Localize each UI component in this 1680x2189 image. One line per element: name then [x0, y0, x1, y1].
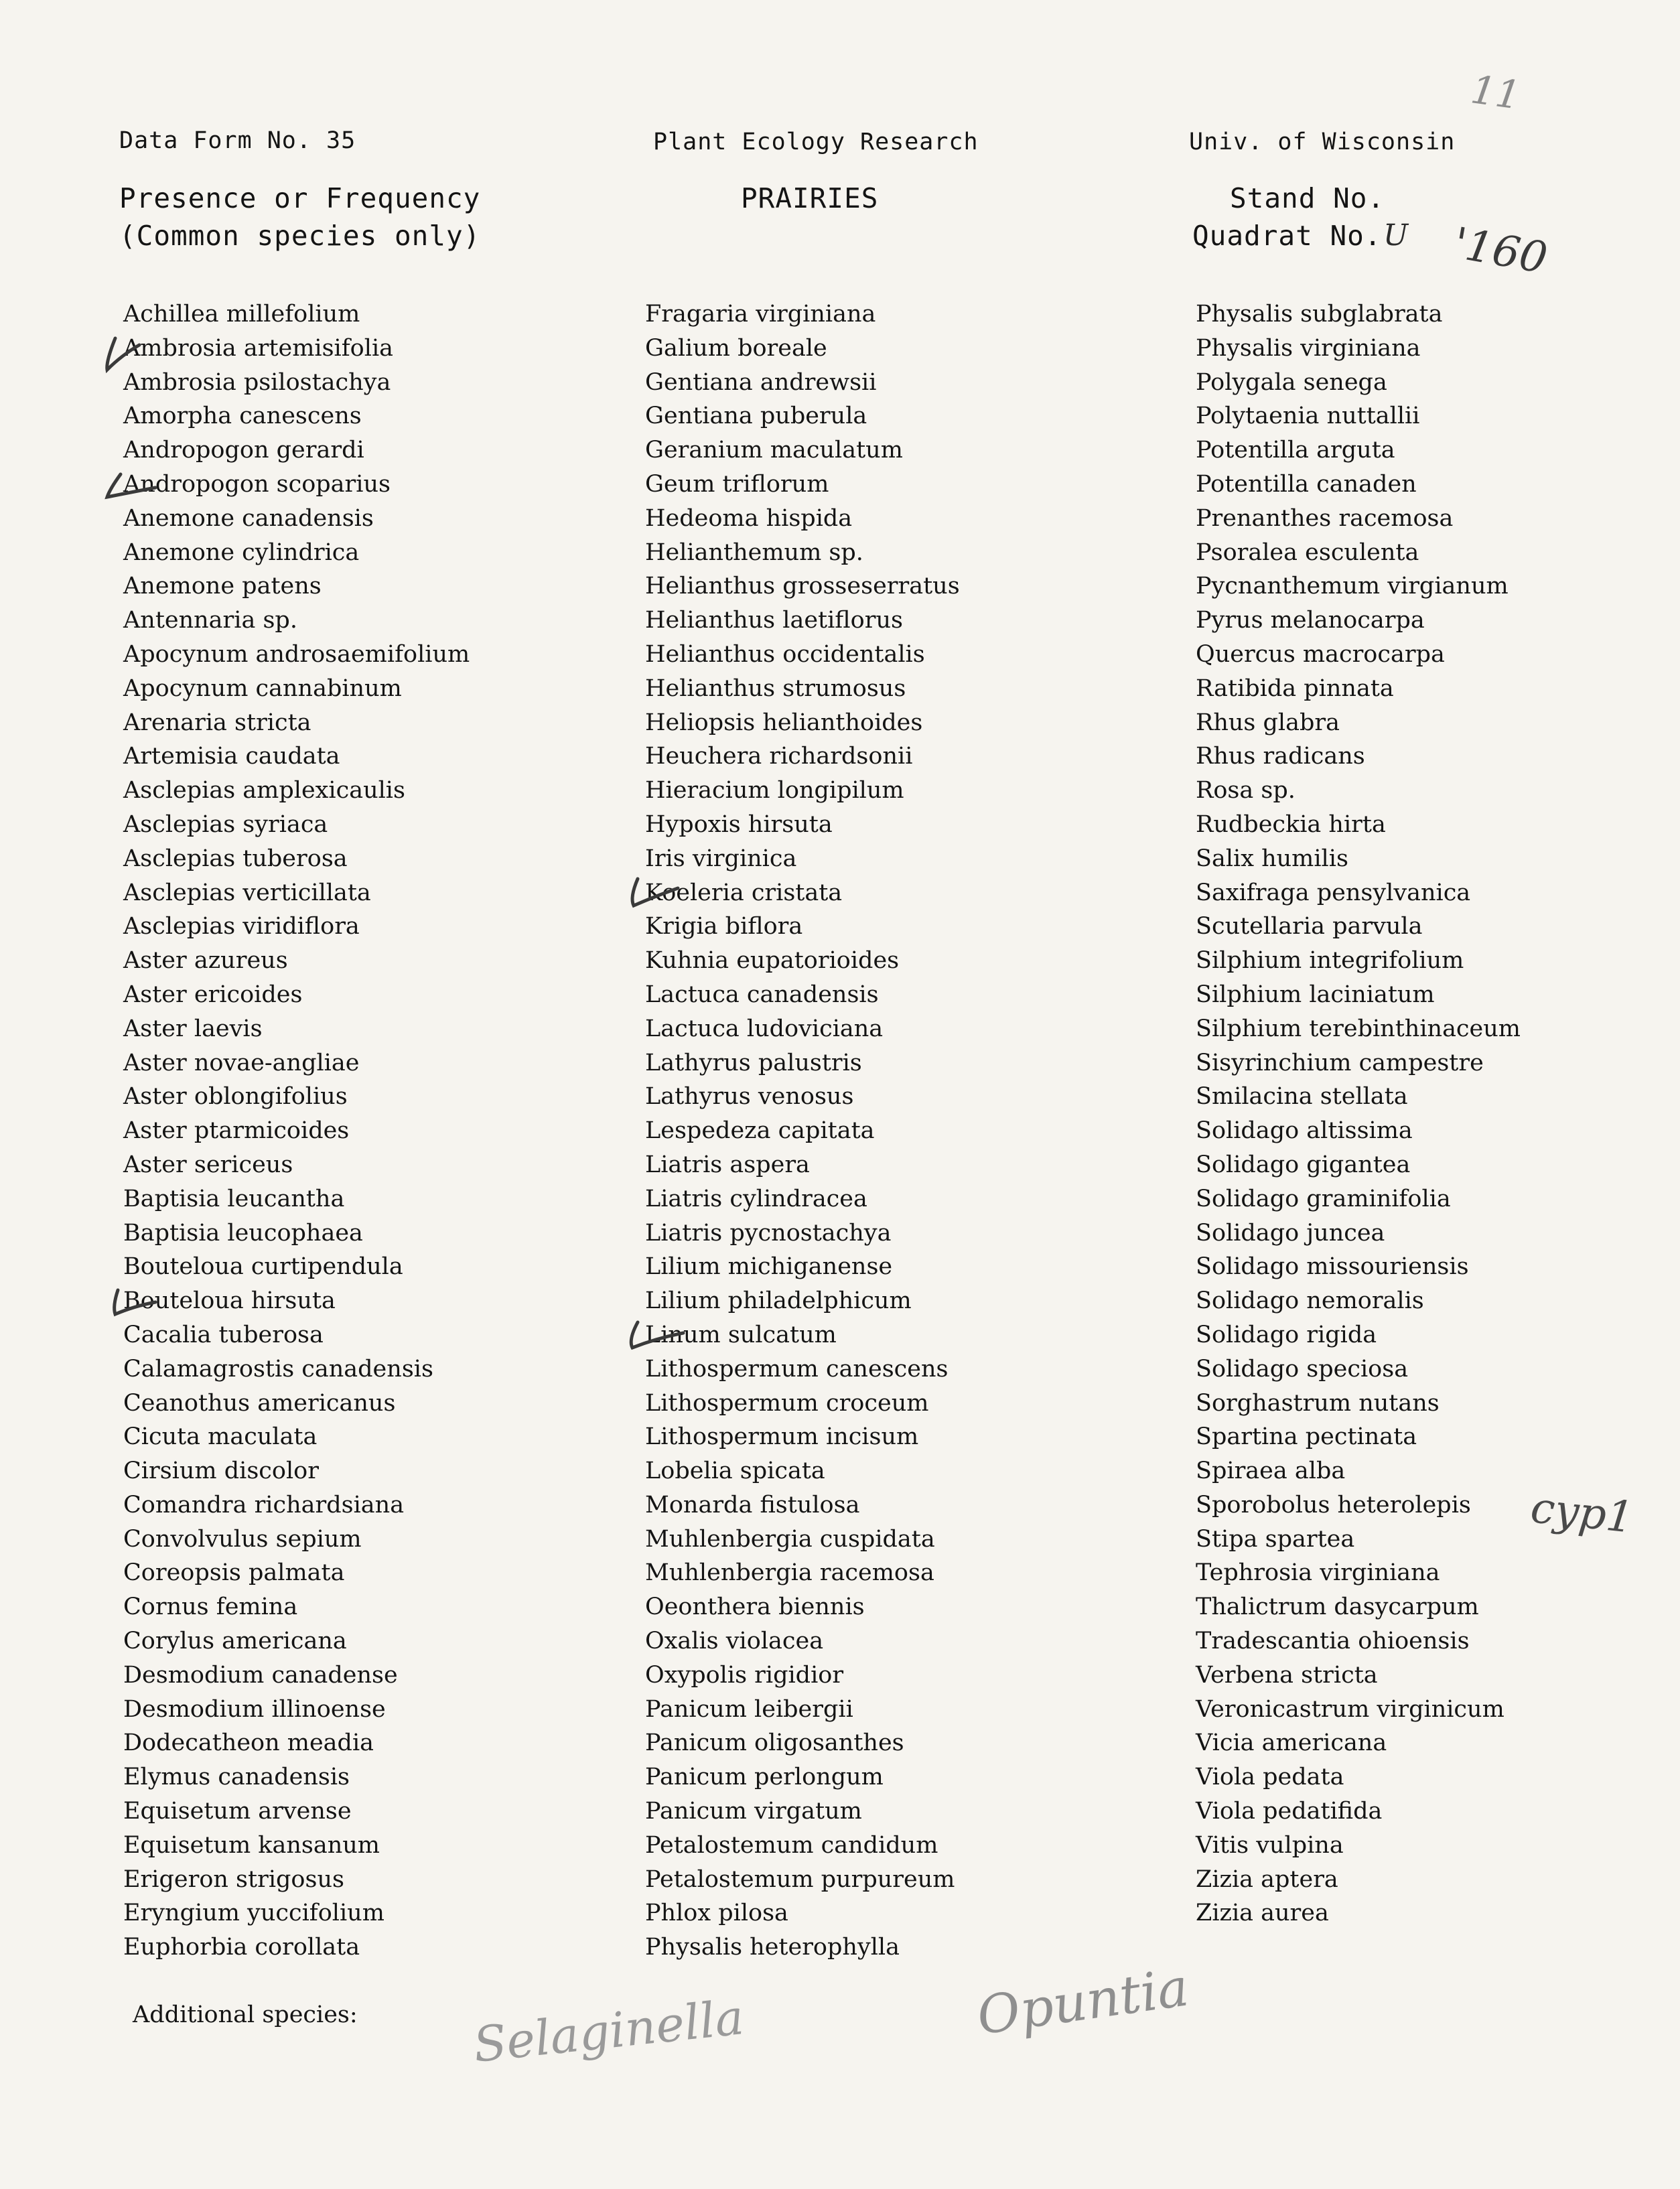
species-entry: Comandra richardsiana: [123, 1491, 405, 1519]
species-entry: Salix humilis: [1196, 845, 1348, 872]
species-entry: Gentiana puberula: [645, 403, 867, 430]
handwritten-page-mark: 11: [1468, 66, 1524, 119]
species-entry: Silphium terebinthinaceum: [1196, 1015, 1521, 1042]
species-entry: Lithospermum canescens: [645, 1355, 949, 1383]
additional-species-label: Additional species:: [133, 2001, 358, 2028]
species-entry: Stipa spartea: [1196, 1525, 1355, 1553]
species-entry: Quercus macrocarpa: [1196, 640, 1445, 668]
species-entry: Lithospermum croceum: [645, 1389, 929, 1417]
species-entry: Geum triflorum: [645, 470, 829, 498]
species-entry: Tradescantia ohioensis: [1196, 1628, 1470, 1655]
species-entry: Achillea millefolium: [123, 301, 360, 328]
species-entry: Smilacina stellata: [1196, 1083, 1408, 1111]
section-title: PRAIRIES: [741, 182, 879, 214]
check-mark-icon: [632, 879, 678, 906]
species-entry: Panicum virgatum: [645, 1798, 862, 1825]
species-entry: Solidago rigida: [1196, 1321, 1377, 1348]
check-mark-icon: [115, 1290, 155, 1314]
species-entry: Heuchera richardsonii: [645, 743, 913, 770]
species-entry: Ceanothus americanus: [123, 1389, 396, 1417]
species-entry: Lilium michiganense: [645, 1253, 893, 1281]
species-entry: Aster oblongifolius: [123, 1083, 348, 1111]
species-entry: Galium boreale: [645, 334, 827, 362]
species-entry: Krigia biflora: [645, 913, 803, 940]
species-entry: Sporobolus heterolepis: [1196, 1491, 1471, 1519]
handwritten-quadrat-value: U: [1383, 218, 1409, 253]
species-entry: Muhlenbergia cuspidata: [645, 1525, 935, 1553]
species-entry: Lithospermum incisum: [645, 1423, 919, 1451]
species-entry: Dodecatheon meadia: [123, 1729, 374, 1757]
species-entry: Fragaria virginiana: [645, 301, 876, 328]
species-entry: Cirsium discolor: [123, 1458, 319, 1485]
species-entry: Artemisia caudata: [123, 743, 340, 770]
species-entry: Koeleria cristata: [645, 879, 843, 906]
species-entry: Hieracium longipilum: [645, 777, 904, 804]
species-entry: Zizia aurea: [1196, 1900, 1329, 1927]
species-entry: Anemone canadensis: [123, 504, 374, 532]
species-entry: Physalis virginiana: [1196, 334, 1421, 362]
species-entry: Heliopsis helianthoides: [645, 709, 923, 736]
species-entry: Liatris aspera: [645, 1151, 810, 1178]
species-entry: Erigeron strigosus: [123, 1865, 344, 1893]
species-entry: Aster azureus: [123, 947, 288, 975]
species-entry: Apocynum cannabinum: [123, 675, 402, 702]
species-entry: Oxypolis rigidior: [645, 1661, 844, 1689]
species-entry: Aster ptarmicoides: [123, 1117, 350, 1145]
species-entry: Viola pedata: [1196, 1764, 1344, 1791]
species-entry: Rosa sp.: [1196, 777, 1296, 804]
species-entry: Rhus radicans: [1196, 743, 1365, 770]
species-entry: Physalis subglabrata: [1196, 301, 1443, 328]
species-entry: Rhus glabra: [1196, 709, 1340, 736]
species-entry: Bouteloua curtipendula: [123, 1253, 403, 1281]
species-entry: Linum sulcatum: [645, 1321, 837, 1348]
species-entry: Andropogon scoparius: [123, 470, 391, 498]
species-entry: Ambrosia psilostachya: [123, 368, 391, 396]
species-entry: Anemone cylindrica: [123, 539, 360, 566]
species-entry: Ambrosia artemisifolia: [123, 334, 394, 362]
species-entry: Amorpha canescens: [123, 403, 362, 430]
species-entry: Liatris cylindracea: [645, 1185, 867, 1212]
species-entry: Rudbeckia hirta: [1196, 810, 1386, 838]
check-mark-icon: [107, 338, 139, 370]
species-entry: Aster ericoides: [123, 981, 303, 1008]
species-entry: Andropogon gerardi: [123, 437, 364, 464]
species-entry: Gentiana andrewsii: [645, 368, 877, 396]
species-entry: Petalostemum candidum: [645, 1831, 938, 1859]
handwritten-additional-species-2: Opuntia: [973, 1957, 1192, 2047]
species-entry: Solidago missouriensis: [1196, 1253, 1469, 1281]
species-entry: Vitis vulpina: [1196, 1831, 1344, 1859]
handwritten-additional-species-1: Selaginella: [470, 1989, 747, 2073]
species-entry: Anemone patens: [123, 573, 322, 600]
species-entry: Cornus femina: [123, 1594, 298, 1621]
handwritten-stand-value: '160: [1450, 218, 1551, 284]
species-entry: Thalictrum dasycarpum: [1196, 1594, 1479, 1621]
check-mark-icon: [107, 474, 155, 497]
species-entry: Ratibida pinnata: [1196, 675, 1394, 702]
species-entry: Physalis heterophylla: [645, 1934, 900, 1961]
species-entry: Desmodium canadense: [123, 1661, 398, 1689]
species-entry: Asclepias verticillata: [123, 879, 371, 906]
species-entry: Solidago altissima: [1196, 1117, 1413, 1145]
organization-name: Plant Ecology Research: [653, 129, 979, 155]
university-name: Univ. of Wisconsin: [1189, 129, 1456, 155]
species-entry: Desmodium illinoense: [123, 1695, 386, 1723]
species-entry: Geranium maculatum: [645, 437, 903, 464]
species-entry: Spiraea alba: [1196, 1458, 1346, 1485]
species-entry: Oeonthera biennis: [645, 1594, 865, 1621]
species-entry: Solidago gigantea: [1196, 1151, 1411, 1178]
check-mark-icon: [631, 1322, 683, 1348]
species-entry: Tephrosia virginiana: [1196, 1559, 1440, 1587]
species-entry: Silphium integrifolium: [1196, 947, 1464, 975]
species-entry: Lilium philadelphicum: [645, 1287, 912, 1315]
species-entry: Solidago juncea: [1196, 1219, 1385, 1247]
species-entry: Potentilla canaden: [1196, 470, 1417, 498]
species-entry: Saxifraga pensylvanica: [1196, 879, 1471, 906]
species-entry: Equisetum kansanum: [123, 1831, 380, 1859]
species-entry: Helianthemum sp.: [645, 539, 863, 566]
species-entry: Pycnanthemum virgianum: [1196, 573, 1509, 600]
species-entry: Solidago graminifolia: [1196, 1185, 1451, 1212]
species-entry: Asclepias tuberosa: [123, 845, 348, 872]
species-entry: Solidago nemoralis: [1196, 1287, 1424, 1315]
species-entry: Hedeoma hispida: [645, 504, 853, 532]
species-entry: Baptisia leucantha: [123, 1185, 345, 1212]
species-entry: Iris virginica: [645, 845, 797, 872]
species-entry: Zizia aptera: [1196, 1865, 1338, 1893]
species-entry: Corylus americana: [123, 1628, 347, 1655]
species-entry: Polytaenia nuttallii: [1196, 403, 1420, 430]
species-entry: Kuhnia eupatorioides: [645, 947, 900, 975]
form-title-line-2: (Common species only): [119, 220, 481, 252]
species-entry: Panicum oligosanthes: [645, 1729, 904, 1757]
species-entry: Arenaria stricta: [123, 709, 311, 736]
species-entry: Pyrus melanocarpa: [1196, 607, 1425, 634]
species-entry: Helianthus grosseserratus: [645, 573, 960, 600]
species-entry: Scutellaria parvula: [1196, 913, 1423, 940]
species-entry: Vicia americana: [1196, 1729, 1387, 1757]
species-entry: Solidago speciosa: [1196, 1355, 1409, 1383]
species-entry: Helianthus occidentalis: [645, 640, 925, 668]
species-entry: Potentilla arguta: [1196, 437, 1395, 464]
species-entry: Equisetum arvense: [123, 1798, 352, 1825]
species-entry: Petalostemum purpureum: [645, 1865, 955, 1893]
species-entry: Euphorbia corollata: [123, 1934, 360, 1961]
species-entry: Coreopsis palmata: [123, 1559, 345, 1587]
species-entry: Viola pedatifida: [1196, 1798, 1383, 1825]
species-entry: Aster sericeus: [123, 1151, 293, 1178]
species-entry: Cacalia tuberosa: [123, 1321, 324, 1348]
species-entry: Sorghastrum nutans: [1196, 1389, 1440, 1417]
species-entry: Lathyrus venosus: [645, 1083, 854, 1111]
species-entry: Asclepias amplexicaulis: [123, 777, 405, 804]
species-entry: Psoralea esculenta: [1196, 539, 1419, 566]
species-entry: Asclepias syriaca: [123, 810, 328, 838]
species-entry: Veronicastrum virginicum: [1196, 1695, 1504, 1723]
species-entry: Lactuca canadensis: [645, 981, 879, 1008]
species-entry: Bouteloua hirsuta: [123, 1287, 336, 1315]
species-entry: Polygala senega: [1196, 368, 1387, 396]
species-entry: Phlox pilosa: [645, 1900, 788, 1927]
quadrat-number-label: Quadrat No.: [1192, 220, 1382, 252]
species-entry: Lespedeza capitata: [645, 1117, 875, 1145]
species-entry: Asclepias viridiflora: [123, 913, 360, 940]
species-entry: Monarda fistulosa: [645, 1491, 860, 1519]
species-entry: Helianthus laetiflorus: [645, 607, 903, 634]
species-entry: Hypoxis hirsuta: [645, 810, 833, 838]
species-entry: Lobelia spicata: [645, 1458, 825, 1485]
species-entry: Verbena stricta: [1196, 1661, 1378, 1689]
species-entry: Aster novae-angliae: [123, 1049, 360, 1076]
species-entry: Convolvulus sepium: [123, 1525, 362, 1553]
species-entry: Calamagrostis canadensis: [123, 1355, 433, 1383]
species-entry: Spartina pectinata: [1196, 1423, 1417, 1451]
stand-number-label: Stand No.: [1230, 182, 1385, 214]
species-entry: Lactuca ludoviciana: [645, 1015, 884, 1042]
handwritten-margin-note: cyp1: [1528, 1483, 1636, 1543]
species-entry: Liatris pycnostachya: [645, 1219, 892, 1247]
species-entry: Sisyrinchium campestre: [1196, 1049, 1484, 1076]
species-entry: Elymus canadensis: [123, 1764, 350, 1791]
species-entry: Eryngium yuccifolium: [123, 1900, 384, 1927]
species-entry: Apocynum androsaemifolium: [123, 640, 470, 668]
species-entry: Antennaria sp.: [123, 607, 297, 634]
species-entry: Aster laevis: [123, 1015, 263, 1042]
form-title-line-1: Presence or Frequency: [119, 182, 481, 214]
species-entry: Oxalis violacea: [645, 1628, 824, 1655]
form-number: Data Form No. 35: [119, 127, 356, 154]
species-entry: Panicum leibergii: [645, 1695, 853, 1723]
species-entry: Prenanthes racemosa: [1196, 504, 1454, 532]
species-entry: Muhlenbergia racemosa: [645, 1559, 934, 1587]
species-entry: Lathyrus palustris: [645, 1049, 862, 1076]
species-entry: Cicuta maculata: [123, 1423, 318, 1451]
species-entry: Silphium laciniatum: [1196, 981, 1435, 1008]
species-entry: Panicum perlongum: [645, 1764, 884, 1791]
species-entry: Helianthus strumosus: [645, 675, 906, 702]
species-entry: Baptisia leucophaea: [123, 1219, 363, 1247]
